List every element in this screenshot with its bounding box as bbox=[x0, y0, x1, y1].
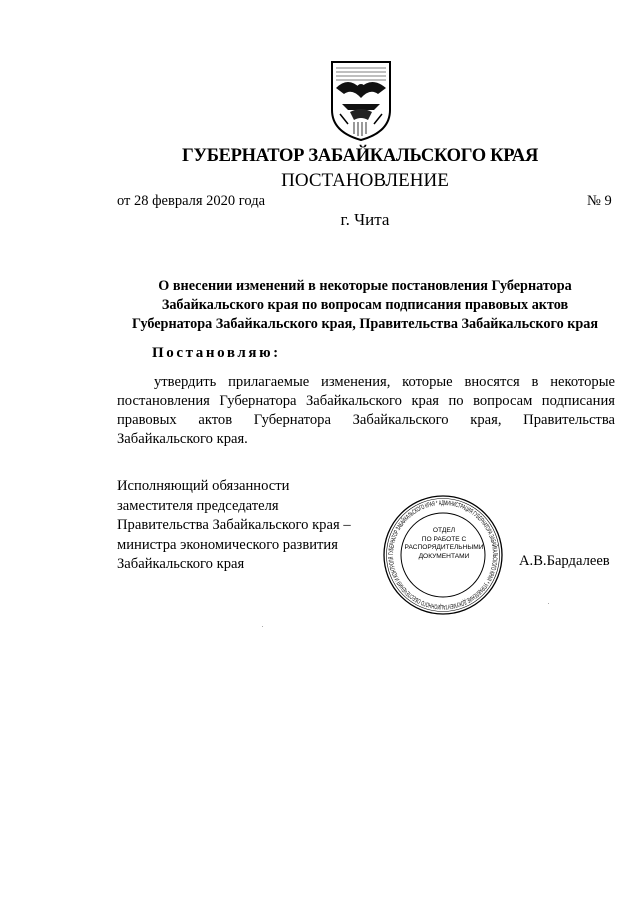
document-type: ПОСТАНОВЛЕНИЕ bbox=[281, 170, 449, 191]
scan-speck bbox=[548, 603, 549, 604]
subject-line: О внесении изменений в некоторые постановления Губернатора bbox=[158, 278, 572, 294]
position-line: заместителя председателя bbox=[117, 497, 279, 514]
svg-text:ГУБЕРНАТОР ЗАБАЙКАЛЬСКОГО КРАЯ: ГУБЕРНАТОР ЗАБАЙКАЛЬСКОГО КРАЯ * АДМИНИСТРАЦИЯ ГУБЕРНАТОРА ЗАБАЙКАЛЬСКОГО КРАЯ * УПРАВЛЕНИЕ ДОКУМ НТАЦИОННОГО ОБЕСПЕЧЕНИЯ И КОНТРОЛЯ bbox=[387, 499, 499, 611]
scan-speck bbox=[262, 626, 263, 627]
document-subject bbox=[110, 277, 620, 334]
authority-title: ГУБЕРНАТОР ЗАБАЙКАЛЬСКОГО КРАЯ bbox=[181, 146, 539, 166]
decree-text: утвердить прилагаемые изменения, которые вносятся в некоторые постановления Губернатора Забайкальского края по вопросам подписания правовых актов Губернатора Забайкальского края, Правительства Забайкальского края. bbox=[117, 374, 615, 447]
seal-line: РАСПОРЯДИТЕЛЬНЫМИ bbox=[404, 544, 484, 552]
subject-line: Забайкальского края по вопросам подписания правовых актов bbox=[161, 297, 569, 313]
seal-center-text bbox=[402, 527, 486, 561]
signer-name: А.В.Бардалеев bbox=[519, 553, 610, 569]
coat-of-arms-emblem bbox=[328, 58, 394, 142]
position-line: Забайкальского края bbox=[117, 556, 245, 572]
decree-heading: Постановляю: bbox=[152, 345, 281, 361]
document-date: от 28 февраля 2020 года bbox=[117, 193, 266, 209]
seal-line: ОТДЕЛ bbox=[432, 527, 456, 534]
signer-position bbox=[117, 477, 351, 575]
document-number: № 9 bbox=[587, 193, 612, 209]
position-line: Правительства Забайкальского края – bbox=[117, 517, 351, 533]
subject-line: Губернатора Забайкальского края, Правительства Забайкальского края bbox=[131, 316, 599, 332]
document-city: г. Чита bbox=[340, 210, 390, 229]
seal-line: ДОКУМЕНТАМИ bbox=[418, 552, 470, 560]
position-line: министра экономического развития bbox=[117, 536, 338, 553]
position-line: Исполняющий обязанности bbox=[117, 478, 290, 494]
scan-speck bbox=[451, 606, 452, 607]
seal-line: ПО РАБОТЕ С bbox=[421, 535, 467, 543]
